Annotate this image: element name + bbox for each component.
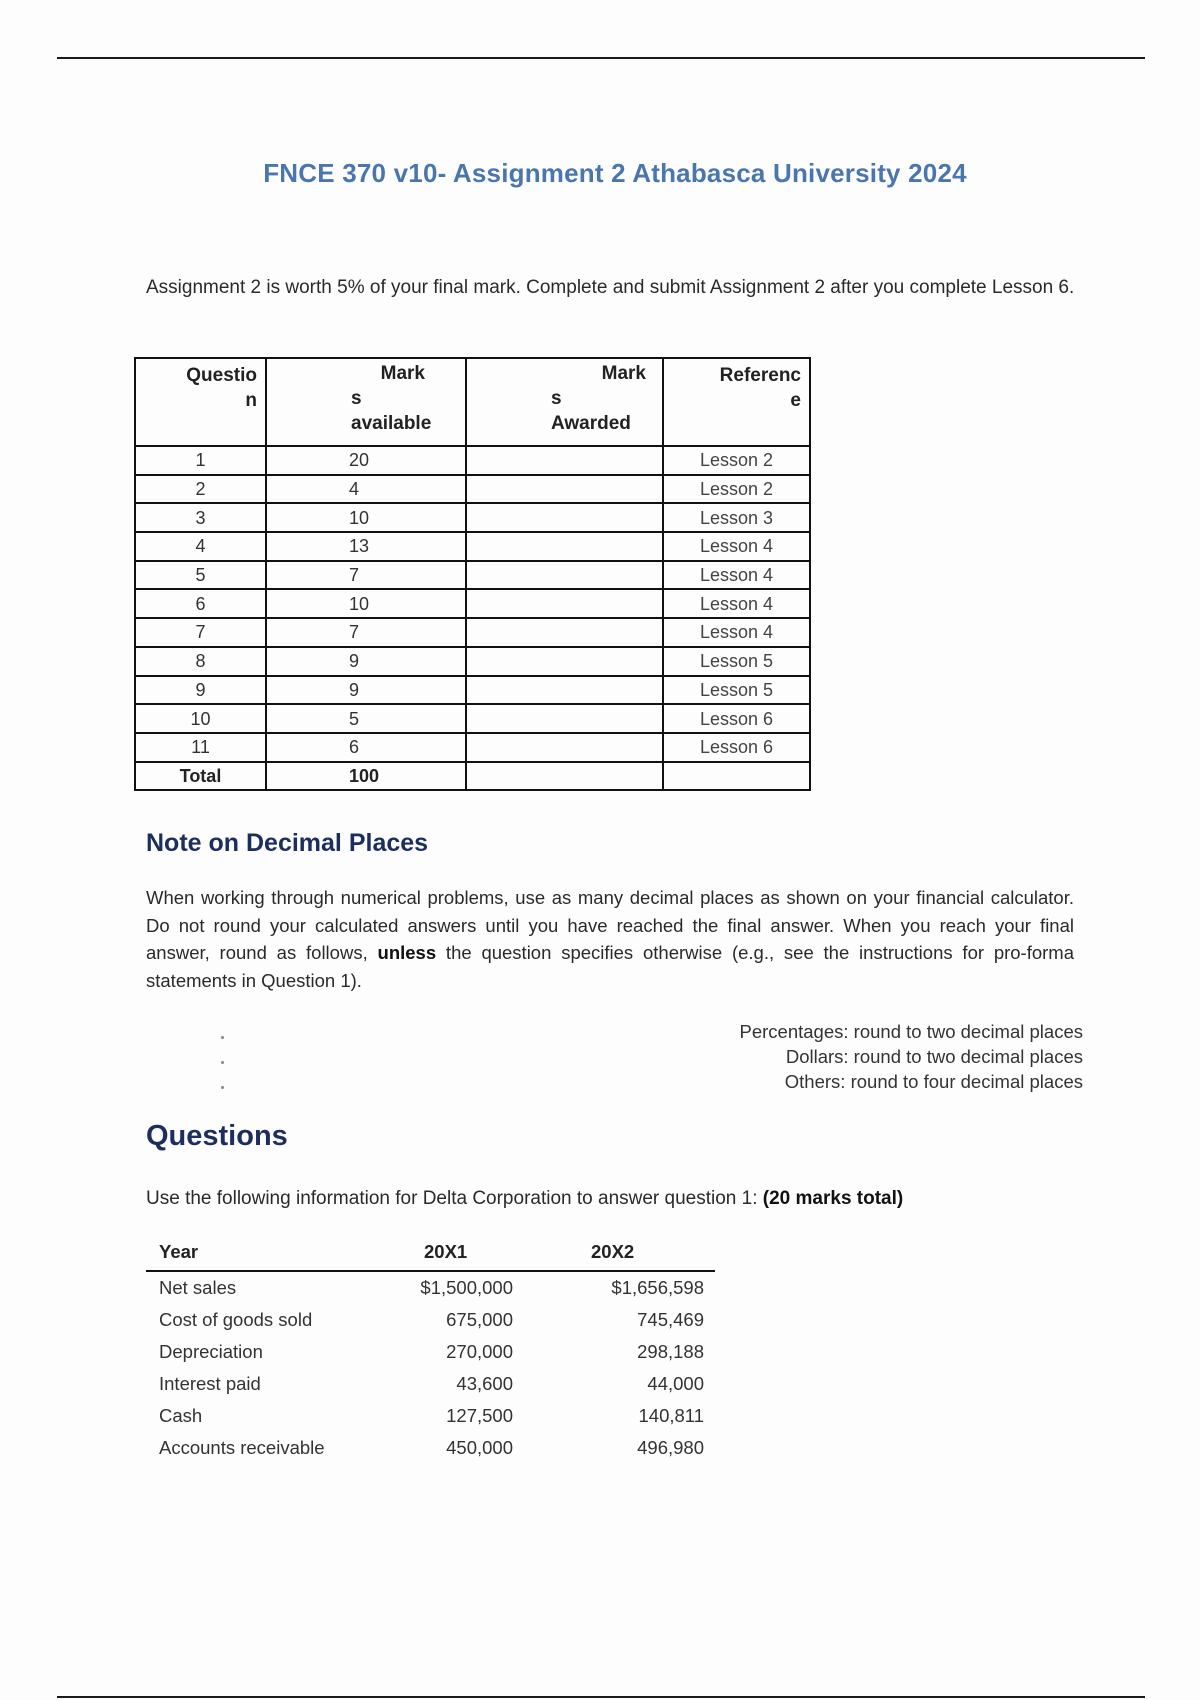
value-20x1: 270,000 bbox=[446, 1341, 513, 1362]
bullet-icon bbox=[221, 1061, 224, 1064]
marks-available: 7 bbox=[266, 618, 466, 647]
reference: Lesson 6 bbox=[663, 733, 810, 762]
value-20x2: $1,656,598 bbox=[611, 1277, 704, 1298]
header-marks-available-line1: Mark bbox=[380, 363, 425, 384]
assignment-intro: Assignment 2 is worth 5% of your final mark. Complete and submit Assignment 2 after you complete Lesson 6. bbox=[146, 277, 1075, 298]
table-row bbox=[135, 676, 810, 705]
question-number: 8 bbox=[135, 647, 266, 676]
marks-awarded-cell[interactable] bbox=[466, 733, 663, 762]
bottom-rule bbox=[57, 1696, 1145, 1698]
document-title: FNCE 370 v10- Assignment 2 Athabasca University 2024 bbox=[263, 158, 967, 188]
total-awarded-cell[interactable] bbox=[466, 762, 663, 791]
marks-awarded-cell[interactable] bbox=[466, 618, 663, 647]
decimal-note-paragraph bbox=[146, 884, 1074, 994]
reference: Lesson 4 bbox=[663, 561, 810, 590]
header-question-line2: n bbox=[245, 390, 257, 411]
table-row bbox=[135, 532, 810, 561]
table-row bbox=[146, 1272, 715, 1304]
question-1-marks: (20 marks total) bbox=[762, 1188, 904, 1209]
marks-awarded-cell[interactable] bbox=[466, 704, 663, 733]
table-row bbox=[135, 618, 810, 647]
table-row bbox=[146, 1336, 715, 1368]
header-year: Year bbox=[159, 1241, 199, 1262]
reference: Lesson 4 bbox=[663, 589, 810, 618]
header-20x1: 20X1 bbox=[424, 1241, 468, 1262]
marks-available: 9 bbox=[266, 676, 466, 705]
reference: Lesson 3 bbox=[663, 503, 810, 532]
header-marks-awarded-line3: Awarded bbox=[551, 413, 631, 434]
reference: Lesson 5 bbox=[663, 676, 810, 705]
marks-awarded-cell[interactable] bbox=[466, 561, 663, 590]
marks-awarded-cell[interactable] bbox=[466, 446, 663, 475]
decimal-note-text-1: When working through numerical problems, use as many decimal places as shown on your financial calculator. Do not round your calculated answers until you have reached the final answer. When you reach your final answer, round as follows, bbox=[146, 887, 1074, 963]
marks-awarded-cell[interactable] bbox=[466, 475, 663, 504]
header-reference-line1: Referenc bbox=[719, 365, 801, 386]
total-reference bbox=[663, 762, 810, 791]
decimal-note-bold: unless bbox=[377, 942, 437, 963]
question-1-intro bbox=[146, 1188, 903, 1210]
marks-awarded-cell[interactable] bbox=[466, 676, 663, 705]
value-20x2: 44,000 bbox=[647, 1373, 704, 1394]
table-row bbox=[135, 561, 810, 590]
header-question bbox=[135, 358, 266, 446]
bullet-icon bbox=[221, 1036, 224, 1039]
marks-available: 4 bbox=[266, 475, 466, 504]
header-marks-available bbox=[266, 358, 466, 446]
marks-awarded-cell[interactable] bbox=[466, 503, 663, 532]
reference: Lesson 4 bbox=[663, 618, 810, 647]
rounding-rule-dollars: Dollars: round to two decimal places bbox=[785, 1046, 1083, 1067]
marks-awarded-cell[interactable] bbox=[466, 647, 663, 676]
value-20x2: 298,188 bbox=[637, 1341, 704, 1362]
questions-heading: Questions bbox=[146, 1120, 288, 1152]
total-label: Total bbox=[135, 762, 266, 791]
header-marks-available-line3: available bbox=[351, 413, 432, 434]
question-number: 11 bbox=[135, 733, 266, 762]
value-20x1: 675,000 bbox=[446, 1309, 513, 1330]
table-row bbox=[135, 503, 810, 532]
row-label: Cash bbox=[159, 1405, 203, 1426]
value-20x1: 127,500 bbox=[446, 1405, 513, 1426]
table-row bbox=[146, 1368, 715, 1400]
value-20x1: $1,500,000 bbox=[420, 1277, 513, 1298]
question-number: 10 bbox=[135, 704, 266, 733]
table-row bbox=[135, 733, 810, 762]
row-label: Interest paid bbox=[159, 1373, 261, 1394]
table-row bbox=[135, 589, 810, 618]
question-number: 1 bbox=[135, 446, 266, 475]
marks-available: 7 bbox=[266, 561, 466, 590]
rounding-rule-percentages: Percentages: round to two decimal places bbox=[739, 1021, 1083, 1042]
header-20x2: 20X2 bbox=[591, 1241, 635, 1262]
marks-available: 6 bbox=[266, 733, 466, 762]
row-label: Depreciation bbox=[159, 1341, 263, 1362]
marks-available: 10 bbox=[266, 503, 466, 532]
table-row bbox=[135, 704, 810, 733]
table-row bbox=[146, 1400, 715, 1432]
marks-available: 20 bbox=[266, 446, 466, 475]
decimal-note-heading: Note on Decimal Places bbox=[146, 829, 429, 857]
table-row bbox=[135, 446, 810, 475]
row-label: Net sales bbox=[159, 1277, 237, 1298]
table-row bbox=[135, 647, 810, 676]
reference: Lesson 2 bbox=[663, 446, 810, 475]
top-rule bbox=[57, 57, 1145, 59]
reference: Lesson 4 bbox=[663, 532, 810, 561]
question-number: 3 bbox=[135, 503, 266, 532]
row-label: Accounts receivable bbox=[159, 1437, 325, 1458]
table-row bbox=[146, 1304, 715, 1336]
reference: Lesson 5 bbox=[663, 647, 810, 676]
marks-table-header bbox=[135, 358, 810, 446]
value-20x2: 496,980 bbox=[637, 1437, 704, 1458]
table-row bbox=[135, 475, 810, 504]
header-reference bbox=[663, 358, 810, 446]
marks-available: 13 bbox=[266, 532, 466, 561]
table-total-row bbox=[135, 762, 810, 791]
value-20x1: 450,000 bbox=[446, 1437, 513, 1458]
question-number: 6 bbox=[135, 589, 266, 618]
header-marks-awarded-line1: Mark bbox=[601, 363, 646, 384]
row-label: Cost of goods sold bbox=[159, 1309, 313, 1330]
question-number: 2 bbox=[135, 475, 266, 504]
reference: Lesson 2 bbox=[663, 475, 810, 504]
rounding-rule-others: Others: round to four decimal places bbox=[784, 1071, 1083, 1092]
delta-corporation-table bbox=[146, 1238, 715, 1464]
value-20x2: 745,469 bbox=[637, 1309, 704, 1330]
value-20x2: 140,811 bbox=[638, 1405, 704, 1426]
reference: Lesson 6 bbox=[663, 704, 810, 733]
header-marks-awarded-line2: s bbox=[551, 388, 562, 409]
marks-available: 9 bbox=[266, 647, 466, 676]
marks-available: 10 bbox=[266, 589, 466, 618]
question-number: 5 bbox=[135, 561, 266, 590]
header-reference-line2: e bbox=[790, 390, 801, 411]
question-number: 9 bbox=[135, 676, 266, 705]
header-marks-awarded bbox=[466, 358, 663, 446]
question-number: 7 bbox=[135, 618, 266, 647]
marks-awarded-cell[interactable] bbox=[466, 589, 663, 618]
header-marks-available-line2: s bbox=[351, 388, 362, 409]
marks-awarded-cell[interactable] bbox=[466, 532, 663, 561]
marks-available: 5 bbox=[266, 704, 466, 733]
header-question-line1: Questio bbox=[186, 365, 257, 386]
table-row bbox=[146, 1432, 715, 1464]
question-number: 4 bbox=[135, 532, 266, 561]
total-marks: 100 bbox=[266, 762, 466, 791]
bullet-icon bbox=[221, 1086, 224, 1089]
decimal-note-text-2: the question specifies otherwise (e.g., see the instructions for pro-forma statements in Question 1). bbox=[146, 942, 1075, 991]
question-1-intro-text: Use the following information for Delta Corporation to answer question 1: bbox=[146, 1188, 763, 1209]
value-20x1: 43,600 bbox=[456, 1373, 513, 1394]
delta-table-header bbox=[146, 1238, 715, 1272]
marks-table bbox=[134, 357, 811, 791]
